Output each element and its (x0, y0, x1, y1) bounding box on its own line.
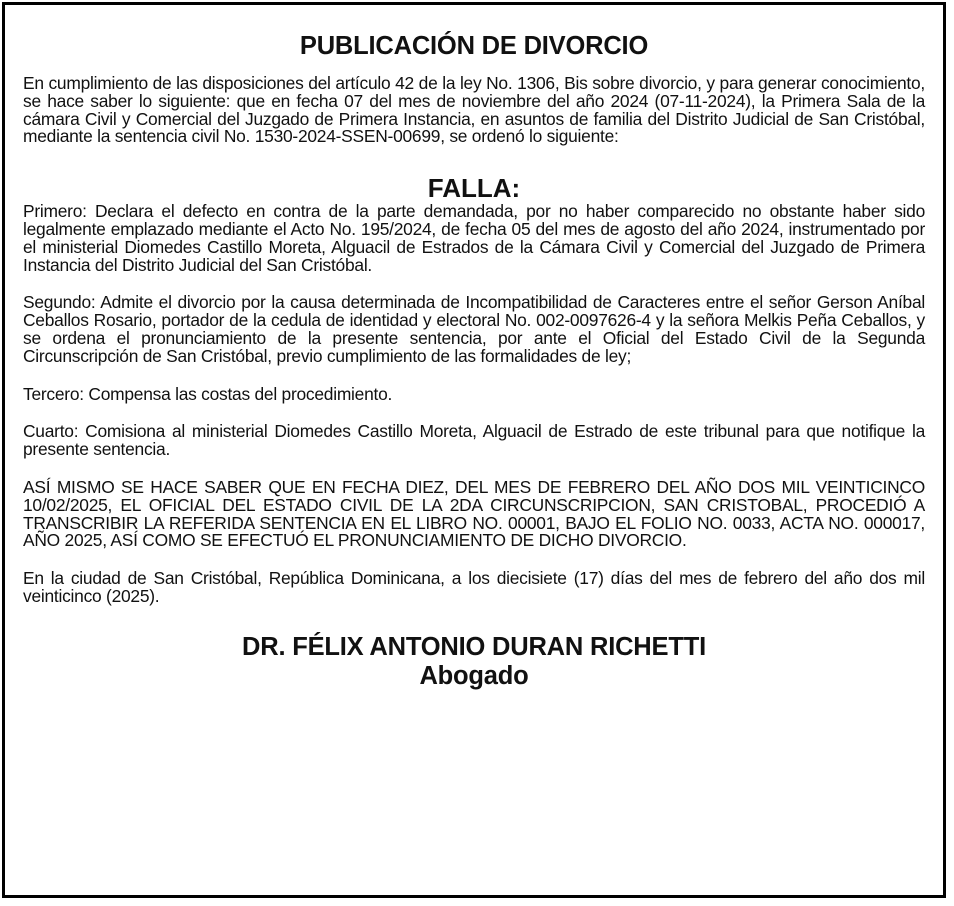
segundo-paragraph: Segundo: Admite el divorcio por la causa determinada de Incompatibilidad de Caracteres entre el señor Gerson Aníbal Ceballos Rosario, portador de la cedula de identidad y electoral No. 002-0097626-4 y la señora Melkis Peña Ceballos, y se ordena el pronunciamiento de la presente sentencia, por ante el Oficial del Estado Civil de la Segunda Circunscripción de San Cristóbal, previo cumplimiento de las formalidades de ley; (23, 292, 925, 366)
notice-frame (2, 2, 946, 898)
primero-paragraph: Primero: Declara el defecto en contra de la parte demandada, por no haber comparecido no obstante haber sido legalmente emplazado mediante el Acto No. 195/2024, de fecha 05 del mes de agosto del año 2024, instrumentado por el ministerial Diomedes Castillo Moreta, Alguacil de Estrados de la Cámara Civil y Comercial del Juzgado de Primera Instancia del Distrito Judicial del San Cristóbal. (23, 201, 925, 275)
notice-title: PUBLICACIÓN DE DIVORCIO (299, 32, 649, 60)
falla-heading: FALLA: (427, 173, 521, 204)
tercero-paragraph: Tercero: Compensa las costas del procedimiento. (23, 383, 393, 404)
signatory-role: Abogado (419, 661, 529, 690)
asimismo-paragraph: ASÍ MISMO SE HACE SABER QUE EN FECHA DIEZ, DEL MES DE FEBRERO DEL AÑO DOS MIL VEINTICINCO 10/02/2025, EL OFICIAL DEL ESTADO CIVIL DE LA 2DA CIRCUNSCRIPCION, SAN CRISTOBAL, PROCEDIÓ A TRANSCRIBIR LA REFERIDA SENTENCIA EN EL LIBRO NO. 00001, BAJO EL FOLIO NO. 0033, ACTA NO. 000017, AÑO 2025, ASÍ COMO SE EFECTUÓ EL PRONUNCIAMIENTO DE DICHO DIVORCIO. (23, 476, 925, 551)
intro-paragraph: En cumplimiento de las disposiciones del artículo 42 de la ley No. 1306, Bis sobre divorcio, y para generar conocimiento, se hace saber lo siguiente: que en fecha 07 del mes de noviembre del año 2024 (07-11-2024), la Primera Sala de la cámara Civil y Comercial del Juzgado de Primera Instancia, en asuntos de familia del Distrito Judicial de San Cristóbal, mediante la sentencia civil No. 1530-2024-SSEN-00699, se ordenó lo siguiente: (23, 73, 925, 147)
notice-body (23, 31, 925, 690)
closing-paragraph: En la ciudad de San Cristóbal, República Dominicana, a los diecisiete (17) días del mes de febrero del año dos mil veinticinco (2025). (23, 568, 925, 606)
cuarto-paragraph: Cuarto: Comisiona al ministerial Diomedes Castillo Moreta, Alguacil de Estrado de este tribunal para que notifique la presente sentencia. (23, 421, 925, 460)
signatory-name: DR. FÉLIX ANTONIO DURAN RICHETTI (242, 632, 706, 661)
